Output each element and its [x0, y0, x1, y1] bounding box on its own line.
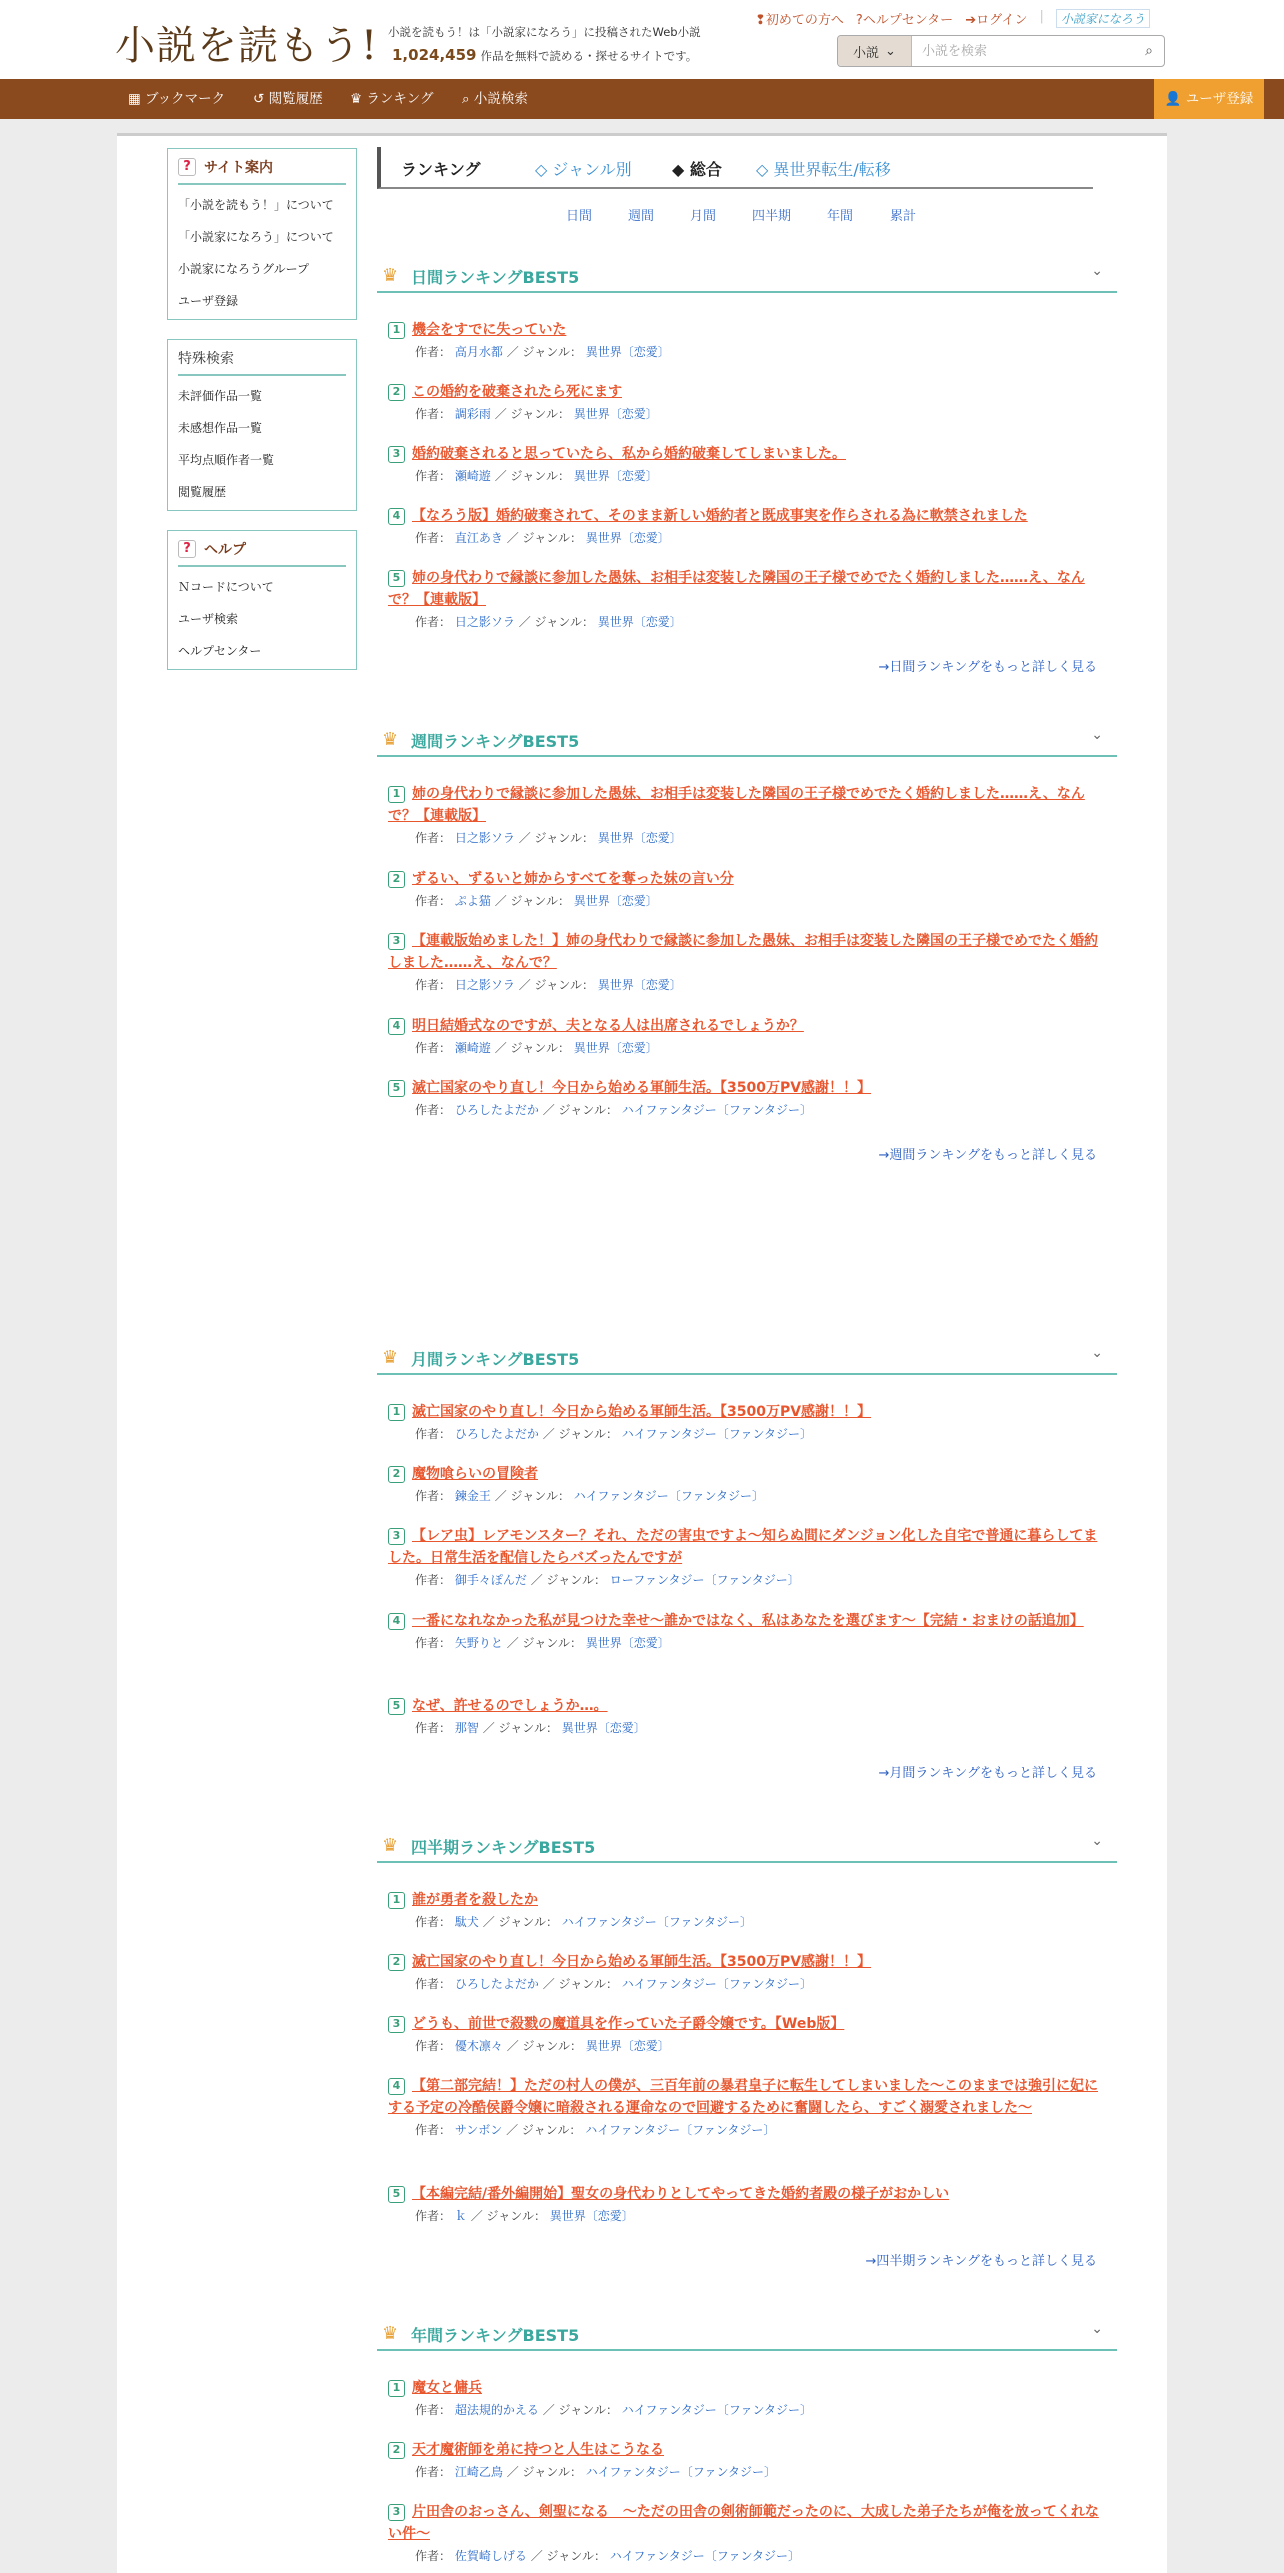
novel-title-link[interactable]: 【レア虫】レアモンスター？それ、ただの害虫ですよ～知らぬ間にダンジョン化した自宅で普通に暮らしてました。日常生活を配信したらバズったんですが: [388, 1528, 1098, 1566]
genre-link[interactable]: 異世界〔恋愛〕: [573, 1041, 658, 1055]
rank-badge: 2: [388, 871, 405, 888]
rank-badge: 2: [388, 1466, 405, 1483]
novel-title-link[interactable]: なぜ、許せるのでしょうか…。: [412, 1698, 608, 1714]
top-links: [755, 9, 1150, 28]
author-link[interactable]: 優木凛々: [454, 2039, 503, 2053]
ranking-item: 5 姉の身代わりで縁談に参加した愚妹、お相手は変装した隣国の王子様でめでたく婚約しました……え、なんで？【連載版】 作者： 日之影ソラ ／ ジャンル： 異世界〔恋愛〕: [388, 570, 1085, 629]
genre-link[interactable]: 異世界〔恋愛〕: [597, 615, 682, 629]
section-yearly-header[interactable]: [377, 2313, 1117, 2351]
novel-title-link[interactable]: 天才魔術師を弟に持つと人生はこうなる: [412, 2442, 664, 2458]
search-icon: ⌕: [462, 91, 474, 107]
novel-title-link[interactable]: 誰が勇者を殺したか: [412, 1892, 538, 1908]
rank-badge: 5: [388, 1698, 405, 1715]
author-link[interactable]: 鍊金王: [454, 1489, 491, 1503]
search-icon: ⌕: [1145, 43, 1153, 59]
sidebar-item[interactable]: 「小説を読もう！」について: [178, 198, 334, 212]
search-input[interactable]: [912, 36, 1134, 66]
novel-title-link[interactable]: 【本編完結/番外編開始】聖女の身代わりとしてやってきた婚約者殿の様子がおかしい: [412, 2186, 950, 2202]
narou-logo-link[interactable]: 小説家になろう: [1056, 9, 1150, 28]
genre-link[interactable]: ハイファンタジー〔ファンタジー〕: [621, 1427, 812, 1441]
ranking-item: 3 【連載版始めました！】姉の身代わりで縁談に参加した愚妹、お相手は変装した隣国の王子様でめでたく婚約しました……え、なんで？ 作者： 日之影ソラ ／ ジャンル： 異世界〔恋愛〕: [388, 933, 1098, 992]
chevron-down-icon[interactable]: ⌄: [1091, 263, 1103, 279]
genre-link[interactable]: ハイファンタジー〔ファンタジー〕: [621, 2403, 812, 2417]
novel-title-link[interactable]: 【第二部完結！】ただの村人の僕が、三百年前の暴君皇子に転生してしまいました～このままでは強引に妃にする予定の冷酷侯爵令嬢に暗殺される運命なので回避するために奮闘したら、すごく溺愛されました～: [388, 2078, 1098, 2116]
novel-title-link[interactable]: 魔女と傭兵: [412, 2380, 482, 2396]
author-link[interactable]: ひろしたよだか: [454, 1977, 539, 1991]
genre-link[interactable]: ハイファンタジー〔ファンタジー〕: [609, 2549, 800, 2563]
novel-title-link[interactable]: 【なろう版】婚約破棄されて、そのまま新しい婚約者と既成事実を作らされる為に軟禁されました: [412, 508, 1028, 524]
sidebar-item[interactable]: 小説家になろうグループ: [178, 262, 310, 276]
period-total[interactable]: 累計: [890, 209, 917, 224]
rank-badge: 1: [388, 1404, 405, 1421]
ranking-item: 5 滅亡国家のやり直し！今日から始める軍師生活。【3500万PV感謝！！】 作者： ひろしたよだか ／ ジャンル： ハイファンタジー〔ファンタジー〕: [388, 1077, 1108, 1118]
chevron-down-icon[interactable]: ⌄: [1091, 2321, 1103, 2337]
ranking-item: 3 婚約破棄されると思っていたら、私から婚約破棄してしまいました。 作者： 瀬崎遊 ／ ジャンル： 異世界〔恋愛〕: [388, 443, 1108, 484]
genre-link[interactable]: 異世界〔恋愛〕: [561, 1721, 646, 1735]
rank-badge: 5: [388, 1080, 405, 1097]
novel-title-link[interactable]: 滅亡国家のやり直し！今日から始める軍師生活。【3500万PV感謝！！】: [412, 1954, 872, 1970]
ranking-item: 2 この婚約を破棄されたら死にます 作者： 調彩雨 ／ ジャンル： 異世界〔恋愛〕: [388, 381, 1108, 422]
author-link[interactable]: ｋ: [454, 2209, 467, 2223]
crown-icon: ♛: [350, 91, 367, 107]
nav-search[interactable]: ⌕ 小説検索: [462, 91, 528, 107]
novel-title-link[interactable]: 滅亡国家のやり直し！今日から始める軍師生活。【3500万PV感謝！！】: [412, 1404, 872, 1420]
genre-link[interactable]: ハイファンタジー〔ファンタジー〕: [621, 1977, 812, 1991]
ranking-item: 2 天才魔術師を弟に持つと人生はこうなる 作者： 江崎乙鳥 ／ ジャンル： ハイファンタジー〔ファンタジー〕: [388, 2439, 1108, 2480]
help-center-link[interactable]: ?ヘルプセンター: [855, 13, 954, 28]
rank-badge: 4: [388, 508, 405, 525]
nav-bookmark[interactable]: ▦ ブックマーク: [128, 91, 226, 107]
novel-title-link[interactable]: この婚約を破棄されたら死にます: [412, 384, 622, 400]
rank-badge: 1: [388, 2380, 405, 2397]
author-link[interactable]: 佐賀崎しげる: [454, 2549, 527, 2563]
ranking-item: 5 【本編完結/番外編開始】聖女の身代わりとしてやってきた婚約者殿の様子がおかしい 作者： ｋ ／ ジャンル： 異世界〔恋愛〕: [388, 2183, 1108, 2224]
sidebar-help-title: ? ヘルプ: [178, 539, 346, 567]
work-count: 1,024,459: [392, 46, 477, 64]
history-icon: ↺: [253, 91, 269, 107]
question-icon: ?: [178, 158, 196, 176]
author-link[interactable]: 江崎乙鳥: [454, 2465, 503, 2479]
novel-title-link[interactable]: 滅亡国家のやり直し！今日から始める軍師生活。【3500万PV感謝！！】: [412, 1080, 872, 1096]
more-monthly-link[interactable]: →月間ランキングをもっと詳しく見る: [878, 1766, 1097, 1781]
more-weekly-link[interactable]: →週間ランキングをもっと詳しく見る: [878, 1148, 1097, 1163]
novel-title-link[interactable]: 魔物喰らいの冒険者: [412, 1466, 538, 1482]
ranking-item: 1 誰が勇者を殺したか 作者： 駄犬 ／ ジャンル： ハイファンタジー〔ファンタジー〕: [388, 1889, 1108, 1930]
crown-icon: ♛: [382, 265, 399, 286]
author-link[interactable]: 調彩雨: [454, 407, 491, 421]
sidebar-guide-title: ? サイト案内: [178, 157, 346, 185]
rank-badge: 4: [388, 1018, 405, 1035]
tab-genre[interactable]: ◇ ジャンル別: [535, 160, 632, 179]
more-quarterly-link[interactable]: →四半期ランキングをもっと詳しく見る: [865, 2254, 1097, 2269]
ranking-item: 2 ずるい、ずるいと姉からすべてを奪った妹の言い分 作者： ぷよ猫 ／ ジャンル： 異世界〔恋愛〕: [388, 868, 1108, 909]
rank-badge: 2: [388, 2442, 405, 2459]
ranking-tabs: [377, 147, 1093, 189]
ranking-item: 2 魔物喰らいの冒険者 作者： 鍊金王 ／ ジャンル： ハイファンタジー〔ファンタジー〕: [388, 1463, 1108, 1504]
rank-badge: 3: [388, 933, 405, 950]
ranking-item: 4 明日結婚式なのですが、夫となる人は出席されるでしょうか？ 作者： 瀬崎遊 ／ ジャンル： 異世界〔恋愛〕: [388, 1015, 1108, 1056]
ranking-item: 4 【第二部完結！】ただの村人の僕が、三百年前の暴君皇子に転生してしまいました～このままでは強引に妃にする予定の冷酷侯爵令嬢に暗殺される運命なので回避するために奮闘したら、すごく溺愛されました～ 作者： サンボン ／ ジャンル： ハイファンタジー〔ファンタジー〕: [388, 2078, 1098, 2137]
rank-badge: 3: [388, 2504, 405, 2521]
chevron-down-icon[interactable]: ⌄: [1091, 1345, 1103, 1361]
section-title: 年間ランキングBEST5: [411, 2326, 580, 2345]
novel-title-link[interactable]: 【連載版始めました！】姉の身代わりで縁談に参加した愚妹、お相手は変装した隣国の王子様でめでたく婚約しました……え、なんで？: [388, 933, 1098, 971]
help-icon: ?: [855, 13, 863, 28]
ranking-item: 3 どうも、前世で殺戮の魔道具を作っていた子爵令嬢です。【Web版】 作者： 優木凛々 ／ ジャンル： 異世界〔恋愛〕: [388, 2013, 1108, 2054]
more-daily-link[interactable]: →日間ランキングをもっと詳しく見る: [878, 660, 1097, 675]
rank-badge: 1: [388, 786, 405, 803]
author-link[interactable]: ひろしたよだか: [454, 1103, 539, 1117]
section-quarterly-header[interactable]: [377, 1825, 1117, 1863]
genre-link[interactable]: 異世界〔恋愛〕: [585, 345, 670, 359]
site-tagline: 小説を読もう！は「小説家になろう」に投稿されたWeb小説: [388, 25, 701, 39]
sidebar-item[interactable]: ユーザ検索: [178, 612, 239, 626]
site-logo[interactable]: 小説を読もう!: [115, 23, 379, 69]
author-link[interactable]: 駄犬: [454, 1915, 479, 1929]
author-link[interactable]: 瀬崎遊: [454, 469, 491, 483]
ranking-item: 3 【レア虫】レアモンスター？それ、ただの害虫ですよ～知らぬ間にダンジョン化した自宅で普通に暮らしてました。日常生活を配信したらバズったんですが 作者： 御手々ぽんだ ／ ジャンル： ローファンタジー〔ファンタジー〕: [388, 1528, 1098, 1587]
site-tagline-count: 1,024,459 作品を無料で読める・探せるサイトです。: [392, 46, 698, 64]
genre-link[interactable]: ハイファンタジー〔ファンタジー〕: [561, 1915, 752, 1929]
ranking-item: 4 【なろう版】婚約破棄されて、そのまま新しい婚約者と既成事実を作らされる為に軟禁されました 作者： 直江あき ／ ジャンル： 異世界〔恋愛〕: [388, 505, 1108, 546]
rank-badge: 1: [388, 322, 405, 339]
section-title: 四半期ランキングBEST5: [411, 1838, 596, 1857]
rank-badge: 3: [388, 446, 405, 463]
genre-link[interactable]: ハイファンタジー〔ファンタジー〕: [621, 1103, 812, 1117]
section-weekly-header[interactable]: [377, 719, 1117, 757]
genre-link[interactable]: ハイファンタジー〔ファンタジー〕: [573, 1489, 764, 1503]
rank-badge: 2: [388, 384, 405, 401]
ranking-item: 4 一番になれなかった私が見つけた幸せ〜誰かではなく、私はあなたを選びます〜【完結・おまけの話追加】 作者： 矢野りと ／ ジャンル： 異世界〔恋愛〕: [388, 1610, 1108, 1651]
tab-isekai[interactable]: ◇ 異世界転生/転移: [756, 160, 891, 179]
sidebar-item[interactable]: 閲覧履歴: [178, 485, 227, 499]
period-yearly[interactable]: 年間: [827, 209, 854, 224]
novel-title-link[interactable]: 一番になれなかった私が見つけた幸せ〜誰かではなく、私はあなたを選びます〜【完結・おまけの話追加】: [412, 1613, 1084, 1629]
search-button[interactable]: [1134, 36, 1164, 66]
author-link[interactable]: ぷよ猫: [454, 894, 491, 908]
rank-badge: 5: [388, 2186, 405, 2203]
author-link[interactable]: 矢野りと: [454, 1636, 503, 1650]
period-quarterly[interactable]: 四半期: [752, 209, 792, 224]
ranking-item: 3 片田舎のおっさん、剣聖になる ～ただの田舎の剣術師範だったのに、大成した弟子たちが俺を放ってくれない件～ 作者： 佐賀崎しげる ／ ジャンル： ハイファンタジー〔ファンタジー〕: [388, 2504, 1099, 2563]
author-link[interactable]: 御手々ぽんだ: [454, 1573, 527, 1587]
genre-link[interactable]: 異世界〔恋愛〕: [585, 2039, 670, 2053]
section-daily-header[interactable]: [377, 255, 1117, 293]
chevron-down-icon[interactable]: ⌄: [1091, 1833, 1103, 1849]
crown-icon: ♛: [382, 1347, 399, 1368]
rank-badge: 1: [388, 1892, 405, 1909]
sidebar-help: [167, 530, 357, 670]
sidebar-special: [167, 339, 357, 511]
genre-link[interactable]: 異世界〔恋愛〕: [597, 978, 682, 992]
beginner-link[interactable]: ❢初めての方へ: [755, 13, 844, 28]
login-link[interactable]: ➔ログイン: [965, 13, 1028, 28]
site-header: [0, 0, 1284, 79]
grid-icon: ▦: [128, 91, 146, 107]
question-icon: ?: [178, 540, 196, 558]
ranking-item: 1 姉の身代わりで縁談に参加した愚妹、お相手は変装した隣国の王子様でめでたく婚約しました……え、なんで？【連載版】 作者： 日之影ソラ ／ ジャンル： 異世界〔恋愛〕: [388, 786, 1085, 845]
author-link[interactable]: 直江あき: [454, 531, 503, 545]
ranking-item: 1 滅亡国家のやり直し！今日から始める軍師生活。【3500万PV感謝！！】 作者： ひろしたよだか ／ ジャンル： ハイファンタジー〔ファンタジー〕: [388, 1401, 1108, 1442]
author-link[interactable]: 日之影ソラ: [454, 978, 515, 992]
ranking-title: ランキング: [401, 160, 481, 179]
genre-link[interactable]: ローファンタジー〔ファンタジー〕: [609, 1573, 800, 1587]
login-icon: ➔: [965, 13, 977, 28]
register-button[interactable]: 👤 ユーザ登録: [1154, 79, 1264, 119]
novel-title-link[interactable]: 明日結婚式なのですが、夫となる人は出席されるでしょうか？: [412, 1018, 804, 1034]
author-link[interactable]: サンボン: [454, 2123, 503, 2137]
sidebar-item[interactable]: ヘルプセンター: [178, 644, 262, 658]
novel-title-link[interactable]: 婚約破棄されると思っていたら、私から婚約破棄してしまいました。: [412, 446, 846, 462]
author-link[interactable]: 瀬崎遊: [454, 1041, 491, 1055]
genre-link[interactable]: ハイファンタジー〔ファンタジー〕: [585, 2465, 776, 2479]
rank-badge: 4: [388, 1613, 405, 1630]
section-title: 日間ランキングBEST5: [411, 268, 580, 287]
novel-title-link[interactable]: 姉の身代わりで縁談に参加した愚妹、お相手は変装した隣国の王子様でめでたく婚約しました……え、なんで？【連載版】: [388, 786, 1085, 824]
ranking-item: 2 滅亡国家のやり直し！今日から始める軍師生活。【3500万PV感謝！！】 作者： ひろしたよだか ／ ジャンル： ハイファンタジー〔ファンタジー〕: [388, 1951, 1108, 1992]
chevron-down-icon[interactable]: ⌄: [1091, 727, 1103, 743]
sidebar-guide: [167, 148, 357, 320]
ranking-item: 1 魔女と傭兵 作者： 超法規的かえる ／ ジャンル： ハイファンタジー〔ファンタジー〕: [388, 2377, 1108, 2418]
beginner-icon: ❢: [755, 13, 766, 28]
rank-badge: 3: [388, 1528, 405, 1545]
sidebar-item[interactable]: 未感想作品一覧: [178, 421, 263, 435]
author-link[interactable]: 那智: [454, 1721, 479, 1735]
chevron-down-icon: ⌄: [885, 43, 896, 59]
period-weekly[interactable]: 週間: [628, 209, 655, 224]
rank-badge: 5: [388, 570, 405, 587]
crown-icon: ♛: [382, 2323, 399, 2344]
rank-badge: 3: [388, 2016, 405, 2033]
sidebar-item[interactable]: 「小説家になろう」について: [178, 230, 334, 244]
user-icon: 👤: [1164, 91, 1186, 107]
genre-link[interactable]: 異世界〔恋愛〕: [573, 894, 658, 908]
genre-link[interactable]: 異世界〔恋愛〕: [573, 407, 658, 421]
author-link[interactable]: ひろしたよだか: [454, 1427, 539, 1441]
sidebar-item[interactable]: 未評価作品一覧: [178, 389, 263, 403]
divider: |: [1039, 9, 1044, 24]
sidebar-special-title: 特殊検索: [178, 348, 346, 376]
crown-icon: ♛: [382, 729, 399, 750]
novel-title-link[interactable]: 片田舎のおっさん、剣聖になる ～ただの田舎の剣術師範だったのに、大成した弟子たちが俺を放ってくれない件～: [388, 2504, 1099, 2542]
novel-title-link[interactable]: ずるい、ずるいと姉からすべてを奪った妹の言い分: [412, 871, 734, 887]
novel-title-link[interactable]: 機会をすでに失っていた: [412, 322, 567, 338]
genre-link[interactable]: 異世界〔恋愛〕: [597, 831, 682, 845]
ranking-item: 1 機会をすでに失っていた 作者： 高月水都 ／ ジャンル： 異世界〔恋愛〕: [388, 319, 1108, 360]
author-link[interactable]: 超法規的かえる: [454, 2403, 539, 2417]
sidebar-item[interactable]: Ｎコードについて: [178, 580, 274, 594]
sidebar-item[interactable]: ユーザ登録: [178, 294, 239, 308]
ranking-item: 5 なぜ、許せるのでしょうか…。 作者： 那智 ／ ジャンル： 異世界〔恋愛〕: [388, 1695, 1108, 1736]
search-category-select[interactable]: 小説 ⌄: [838, 36, 912, 66]
rank-badge: 2: [388, 1954, 405, 1971]
author-link[interactable]: 高月水都: [454, 345, 503, 359]
nav-ranking[interactable]: ♛ ランキング: [350, 91, 434, 107]
section-monthly-header[interactable]: [377, 1337, 1117, 1375]
main-nav: [0, 79, 1284, 119]
search-box: [837, 35, 1165, 67]
author-link[interactable]: 日之影ソラ: [454, 831, 515, 845]
sidebar-item[interactable]: 平均点順作者一覧: [178, 453, 275, 467]
genre-link[interactable]: 異世界〔恋愛〕: [549, 2209, 634, 2223]
period-monthly[interactable]: 月間: [690, 209, 717, 224]
rank-badge: 4: [388, 2078, 405, 2095]
genre-link[interactable]: 異世界〔恋愛〕: [585, 531, 670, 545]
section-title: 週間ランキングBEST5: [411, 732, 580, 751]
genre-link[interactable]: 異世界〔恋愛〕: [585, 1636, 670, 1650]
author-link[interactable]: 日之影ソラ: [454, 615, 515, 629]
nav-history[interactable]: ↺ 閲覧履歴: [253, 91, 323, 107]
section-title: 月間ランキングBEST5: [411, 1350, 580, 1369]
genre-link[interactable]: ハイファンタジー〔ファンタジー〕: [585, 2123, 776, 2137]
novel-title-link[interactable]: 姉の身代わりで縁談に参加した愚妹、お相手は変装した隣国の王子様でめでたく婚約しました……え、なんで？【連載版】: [388, 570, 1085, 608]
novel-title-link[interactable]: どうも、前世で殺戮の魔道具を作っていた子爵令嬢です。【Web版】: [412, 2016, 845, 2032]
period-daily[interactable]: 日間: [566, 209, 593, 224]
genre-link[interactable]: 異世界〔恋愛〕: [573, 469, 658, 483]
tab-overall[interactable]: ◆ 総合: [672, 160, 722, 179]
crown-icon: ♛: [382, 1835, 399, 1856]
